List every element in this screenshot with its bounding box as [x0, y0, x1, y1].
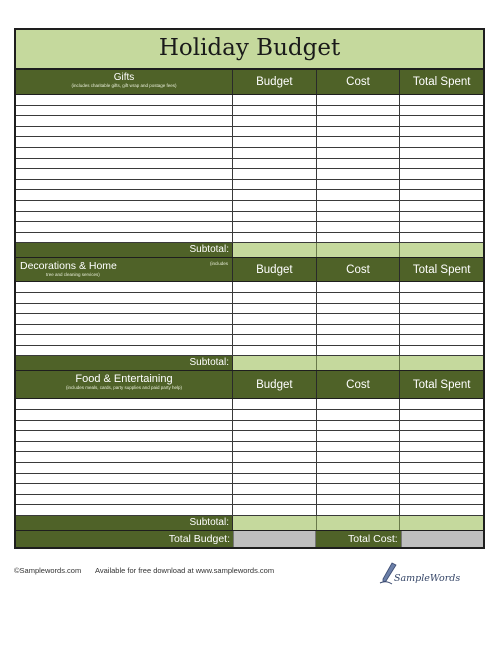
- item-cell[interactable]: [16, 201, 233, 211]
- item-cell[interactable]: [16, 304, 233, 314]
- subtotal-budget-cell[interactable]: [233, 356, 317, 370]
- item-cell[interactable]: [16, 222, 233, 232]
- budget-cell[interactable]: [233, 505, 317, 515]
- cost-cell[interactable]: [317, 463, 401, 473]
- logo-text: SampleWords: [394, 573, 461, 584]
- item-cell[interactable]: [16, 463, 233, 473]
- subtotal-cost-cell[interactable]: [317, 516, 401, 530]
- total-spent-cell[interactable]: [400, 314, 483, 324]
- cost-cell[interactable]: [317, 335, 401, 345]
- cost-cell[interactable]: [317, 399, 401, 409]
- total-spent-cell[interactable]: [400, 190, 483, 200]
- budget-cell[interactable]: [233, 304, 317, 314]
- subtotal-row-decorations: [16, 356, 483, 371]
- item-cell[interactable]: [16, 421, 233, 431]
- total-spent-cell[interactable]: [400, 137, 483, 147]
- page-title: Holiday Budget: [16, 30, 483, 70]
- cost-cell[interactable]: [317, 116, 401, 126]
- subtotal-label: Subtotal:: [16, 243, 233, 257]
- total-spent-cell[interactable]: [400, 148, 483, 158]
- table-row: [16, 293, 483, 304]
- section-subtitle: tree and cleaning services): [46, 272, 100, 278]
- total-spent-cell[interactable]: [400, 495, 483, 505]
- budget-cell[interactable]: [233, 282, 317, 292]
- item-cell[interactable]: [16, 335, 233, 345]
- item-cell[interactable]: [16, 325, 233, 335]
- column-budget: Budget: [233, 70, 317, 94]
- total-spent-cell[interactable]: [400, 463, 483, 473]
- total-spent-cell[interactable]: [400, 169, 483, 179]
- cost-cell[interactable]: [317, 293, 401, 303]
- cost-cell[interactable]: [317, 127, 401, 137]
- item-cell[interactable]: [16, 282, 233, 292]
- budget-cell[interactable]: [233, 169, 317, 179]
- item-cell[interactable]: [16, 180, 233, 190]
- item-cell[interactable]: [16, 233, 233, 243]
- cost-cell[interactable]: [317, 442, 401, 452]
- item-cell[interactable]: [16, 137, 233, 147]
- total-spent-cell[interactable]: [400, 293, 483, 303]
- subtotal-budget-cell[interactable]: [233, 516, 317, 530]
- table-row: [16, 474, 483, 485]
- budget-cell[interactable]: [233, 495, 317, 505]
- item-cell[interactable]: [16, 190, 233, 200]
- cost-cell[interactable]: [317, 169, 401, 179]
- total-spent-cell[interactable]: [400, 106, 483, 116]
- item-cell[interactable]: [16, 293, 233, 303]
- subtotal-spent-cell[interactable]: [400, 516, 483, 530]
- rows-food: [16, 399, 483, 516]
- budget-cell[interactable]: [233, 180, 317, 190]
- item-cell[interactable]: [16, 474, 233, 484]
- total-spent-cell[interactable]: [400, 325, 483, 335]
- item-cell[interactable]: [16, 431, 233, 441]
- subtotal-budget-cell[interactable]: [233, 243, 317, 257]
- budget-cell[interactable]: [233, 293, 317, 303]
- total-budget-cell[interactable]: [233, 531, 316, 547]
- budget-cell[interactable]: [233, 95, 317, 105]
- section-header-gifts: [16, 70, 483, 95]
- cost-cell[interactable]: [317, 233, 401, 243]
- total-spent-cell[interactable]: [400, 505, 483, 515]
- cost-cell[interactable]: [317, 314, 401, 324]
- table-row: [16, 159, 483, 170]
- section-title: Gifts: [113, 72, 135, 83]
- cost-cell[interactable]: [317, 222, 401, 232]
- cost-cell[interactable]: [317, 304, 401, 314]
- table-row: [16, 282, 483, 293]
- item-cell[interactable]: [16, 95, 233, 105]
- total-spent-cell[interactable]: [400, 180, 483, 190]
- budget-cell[interactable]: [233, 452, 317, 462]
- subtotal-label: Subtotal:: [16, 356, 233, 370]
- budget-cell[interactable]: [233, 474, 317, 484]
- total-spent-cell[interactable]: [400, 116, 483, 126]
- section-title: Decorations & Home: [20, 260, 117, 273]
- section-label-cell: [16, 371, 233, 398]
- cost-cell[interactable]: [317, 180, 401, 190]
- budget-cell[interactable]: [233, 410, 317, 420]
- subtotal-row-food: [16, 516, 483, 531]
- download-text: Available for free download at www.samplewords.com: [94, 566, 275, 575]
- rows-decorations: [16, 282, 483, 356]
- total-budget-label: Total Budget:: [16, 531, 233, 547]
- item-cell[interactable]: [16, 212, 233, 222]
- table-row: [16, 137, 483, 148]
- total-spent-cell[interactable]: [400, 201, 483, 211]
- total-cost-cell[interactable]: [401, 531, 483, 547]
- item-cell[interactable]: [16, 148, 233, 158]
- table-row: [16, 190, 483, 201]
- item-cell[interactable]: [16, 410, 233, 420]
- table-row: [16, 421, 483, 432]
- item-cell[interactable]: [16, 169, 233, 179]
- table-row: [16, 127, 483, 138]
- cost-cell[interactable]: [317, 212, 401, 222]
- cost-cell[interactable]: [317, 106, 401, 116]
- item-cell[interactable]: [16, 314, 233, 324]
- item-cell[interactable]: [16, 495, 233, 505]
- total-spent-cell[interactable]: [400, 452, 483, 462]
- budget-cell[interactable]: [233, 190, 317, 200]
- column-total-spent: Total Spent: [412, 378, 471, 391]
- column-cost: Cost: [317, 371, 401, 398]
- table-row: [16, 169, 483, 180]
- section-header-decorations: [16, 258, 483, 282]
- item-cell[interactable]: [16, 452, 233, 462]
- table-row: [16, 180, 483, 191]
- subtotal-cost-cell[interactable]: [317, 243, 401, 257]
- table-row: [16, 505, 483, 516]
- item-cell[interactable]: [16, 346, 233, 356]
- column-total-spent: Total Spent: [412, 76, 471, 88]
- cost-cell[interactable]: [317, 137, 401, 147]
- total-spent-cell[interactable]: [400, 335, 483, 345]
- cost-cell[interactable]: [317, 148, 401, 158]
- cost-cell[interactable]: [317, 190, 401, 200]
- column-budget: Budget: [233, 371, 317, 398]
- budget-cell[interactable]: [233, 314, 317, 324]
- table-row: [16, 106, 483, 117]
- cost-cell[interactable]: [317, 505, 401, 515]
- budget-cell[interactable]: [233, 233, 317, 243]
- total-spent-cell[interactable]: [400, 127, 483, 137]
- table-row: [16, 463, 483, 474]
- total-spent-cell[interactable]: [400, 95, 483, 105]
- budget-cell[interactable]: [233, 201, 317, 211]
- table-row: [16, 95, 483, 106]
- column-budget: Budget: [233, 258, 317, 281]
- cost-cell[interactable]: [317, 282, 401, 292]
- budget-cell[interactable]: [233, 442, 317, 452]
- table-row: [16, 452, 483, 463]
- table-row: [16, 222, 483, 233]
- table-row: [16, 304, 483, 315]
- footer: [14, 566, 274, 575]
- cost-cell[interactable]: [317, 474, 401, 484]
- cost-cell[interactable]: [317, 410, 401, 420]
- total-spent-cell[interactable]: [400, 159, 483, 169]
- table-row: [16, 314, 483, 325]
- budget-cell[interactable]: [233, 127, 317, 137]
- table-row: [16, 148, 483, 159]
- table-row: [16, 495, 483, 506]
- copyright-text: ©Samplewords.com: [14, 566, 82, 575]
- total-spent-cell[interactable]: [400, 233, 483, 243]
- table-row: [16, 484, 483, 495]
- cost-cell[interactable]: [317, 452, 401, 462]
- total-spent-cell[interactable]: [400, 442, 483, 452]
- rows-gifts: [16, 95, 483, 243]
- subtotal-label: Subtotal:: [16, 516, 233, 530]
- cost-cell[interactable]: [317, 421, 401, 431]
- budget-sheet: [14, 28, 485, 549]
- table-row: [16, 201, 483, 212]
- item-cell[interactable]: [16, 505, 233, 515]
- column-cost: Cost: [317, 70, 401, 94]
- table-row: [16, 116, 483, 127]
- item-cell[interactable]: [16, 484, 233, 494]
- section-subtitle: (includes charitable gifts, gift wrap and postage fees): [71, 83, 177, 88]
- budget-cell[interactable]: [233, 463, 317, 473]
- cost-cell[interactable]: [317, 95, 401, 105]
- budget-cell[interactable]: [233, 148, 317, 158]
- total-spent-cell[interactable]: [400, 421, 483, 431]
- budget-cell[interactable]: [233, 159, 317, 169]
- item-cell[interactable]: [16, 399, 233, 409]
- section-title: Food & Entertaining: [75, 373, 173, 386]
- total-spent-cell[interactable]: [400, 399, 483, 409]
- cost-cell[interactable]: [317, 159, 401, 169]
- budget-cell[interactable]: [233, 431, 317, 441]
- totals-row: [16, 531, 483, 547]
- table-row: [16, 335, 483, 346]
- cost-cell[interactable]: [317, 325, 401, 335]
- total-spent-cell[interactable]: [400, 222, 483, 232]
- item-cell[interactable]: [16, 116, 233, 126]
- cost-cell[interactable]: [317, 431, 401, 441]
- table-row: [16, 233, 483, 244]
- item-cell[interactable]: [16, 127, 233, 137]
- section-label-cell: [16, 258, 233, 281]
- budget-cell[interactable]: [233, 106, 317, 116]
- cost-cell[interactable]: [317, 495, 401, 505]
- section-header-food: [16, 371, 483, 399]
- table-row: [16, 431, 483, 442]
- budget-cell[interactable]: [233, 335, 317, 345]
- table-row: [16, 346, 483, 357]
- section-subtitle: (includes meals, cards, party supplies and paid party help): [65, 385, 183, 391]
- total-spent-cell[interactable]: [400, 410, 483, 420]
- subtotal-spent-cell[interactable]: [400, 243, 483, 257]
- section-note: (includes: [209, 261, 228, 267]
- total-spent-cell[interactable]: [400, 304, 483, 314]
- budget-cell[interactable]: [233, 212, 317, 222]
- budget-cell[interactable]: [233, 421, 317, 431]
- table-row: [16, 212, 483, 223]
- column-total-spent: Total Spent: [412, 263, 471, 276]
- subtotal-cost-cell[interactable]: [317, 356, 401, 370]
- budget-cell[interactable]: [233, 346, 317, 356]
- column-cost: Cost: [317, 258, 401, 281]
- table-row: [16, 399, 483, 410]
- total-spent-cell[interactable]: [400, 484, 483, 494]
- budget-cell[interactable]: [233, 399, 317, 409]
- cost-cell[interactable]: [317, 484, 401, 494]
- table-row: [16, 410, 483, 421]
- budget-cell[interactable]: [233, 484, 317, 494]
- total-cost-label: Total Cost:: [316, 531, 400, 547]
- total-spent-cell[interactable]: [400, 212, 483, 222]
- budget-cell[interactable]: [233, 116, 317, 126]
- item-cell[interactable]: [16, 442, 233, 452]
- table-row: [16, 325, 483, 336]
- total-spent-cell[interactable]: [400, 282, 483, 292]
- item-cell[interactable]: [16, 159, 233, 169]
- subtotal-row-gifts: [16, 243, 483, 258]
- section-label-cell: [16, 70, 233, 94]
- samplewords-logo: [378, 561, 468, 587]
- cost-cell[interactable]: [317, 201, 401, 211]
- table-row: [16, 442, 483, 453]
- budget-cell[interactable]: [233, 325, 317, 335]
- item-cell[interactable]: [16, 106, 233, 116]
- subtotal-spent-cell[interactable]: [400, 356, 483, 370]
- total-spent-cell[interactable]: [400, 431, 483, 441]
- budget-cell[interactable]: [233, 137, 317, 147]
- budget-cell[interactable]: [233, 222, 317, 232]
- cost-cell[interactable]: [317, 346, 401, 356]
- total-spent-cell[interactable]: [400, 346, 483, 356]
- total-spent-cell[interactable]: [400, 474, 483, 484]
